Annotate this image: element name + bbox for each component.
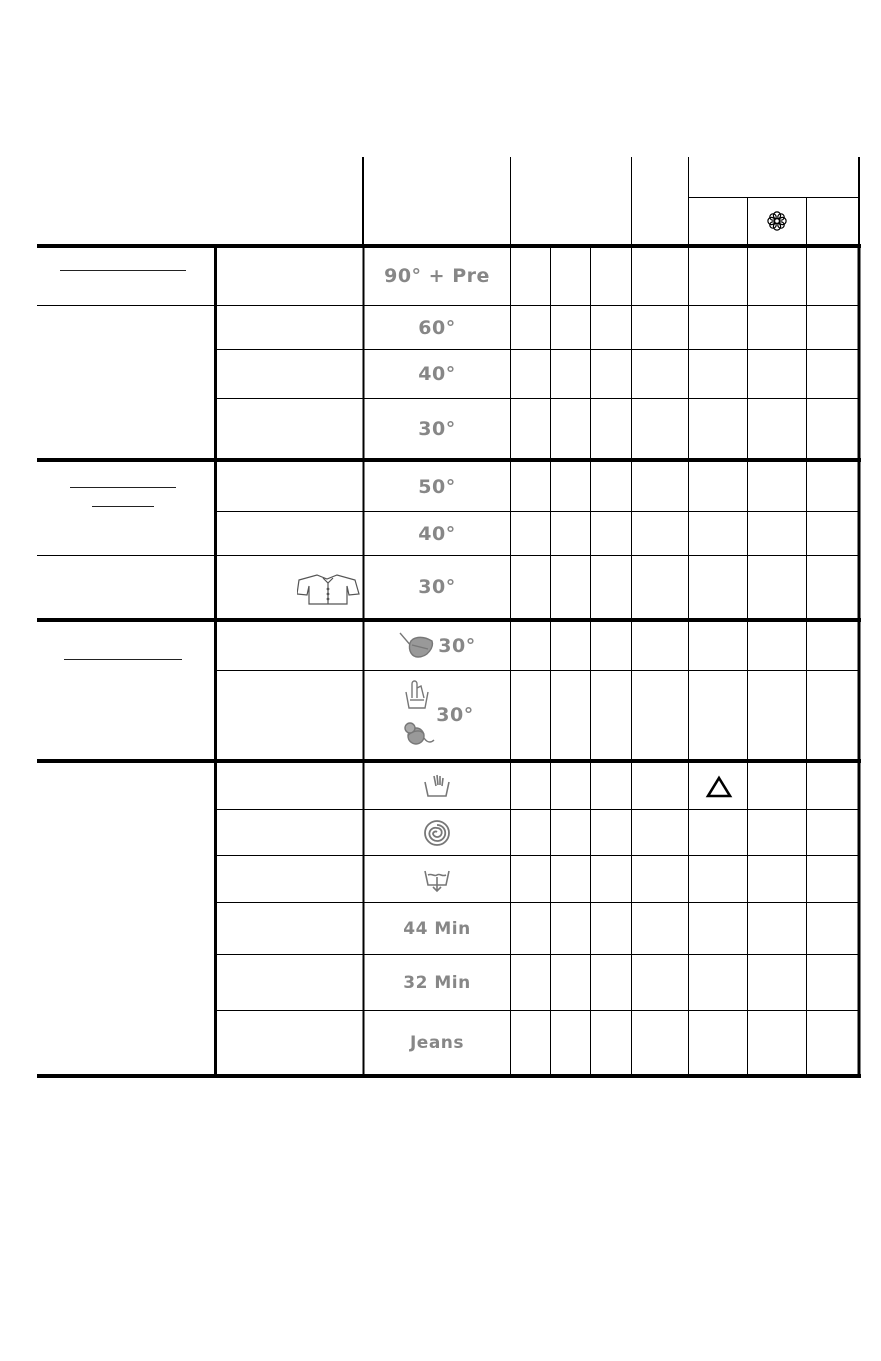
programme-label: 30° xyxy=(436,704,474,726)
programme-label: Jeans xyxy=(409,1033,465,1053)
programme-cell xyxy=(364,903,510,954)
programme-cell xyxy=(364,671,510,759)
spin-icon xyxy=(422,818,452,848)
warning-triangle-icon xyxy=(705,775,733,799)
programme-cell xyxy=(364,399,510,458)
feather-icon xyxy=(398,631,436,661)
programme-label: 32 Min xyxy=(403,972,471,993)
programme-label: 40° xyxy=(418,363,456,385)
programme-label: 30° xyxy=(418,417,456,440)
programme-cell xyxy=(364,512,510,555)
handwash-wool-icon xyxy=(400,676,436,754)
programme-cell xyxy=(364,350,510,398)
category-underline-2 xyxy=(70,487,176,488)
programme-cell xyxy=(364,856,510,902)
drain-icon xyxy=(422,865,452,893)
programme-cell xyxy=(364,247,510,305)
programme-label: 30° xyxy=(418,576,456,598)
programme-label: 30° xyxy=(438,635,476,657)
programme-cell xyxy=(364,955,510,1010)
programme-label: 50° xyxy=(418,475,456,498)
programme-cell xyxy=(364,556,510,618)
category-underline-3 xyxy=(92,506,154,507)
category-underline-1 xyxy=(60,270,186,271)
programme-label: 60° xyxy=(418,316,456,339)
flower-icon xyxy=(766,210,788,232)
programme-cell xyxy=(364,763,510,809)
programme-label: 40° xyxy=(418,522,456,545)
programme-cell xyxy=(364,1011,510,1075)
programme-cell xyxy=(364,810,510,855)
rinse-icon xyxy=(422,772,452,800)
programme-cell xyxy=(364,462,510,511)
programme-label: 44 Min xyxy=(403,918,471,939)
category-underline-4 xyxy=(64,659,182,660)
programme-label: 90° + Pre xyxy=(384,265,490,287)
programme-cell xyxy=(364,306,510,349)
programme-cell xyxy=(364,622,510,670)
shirt-icon xyxy=(297,572,361,606)
